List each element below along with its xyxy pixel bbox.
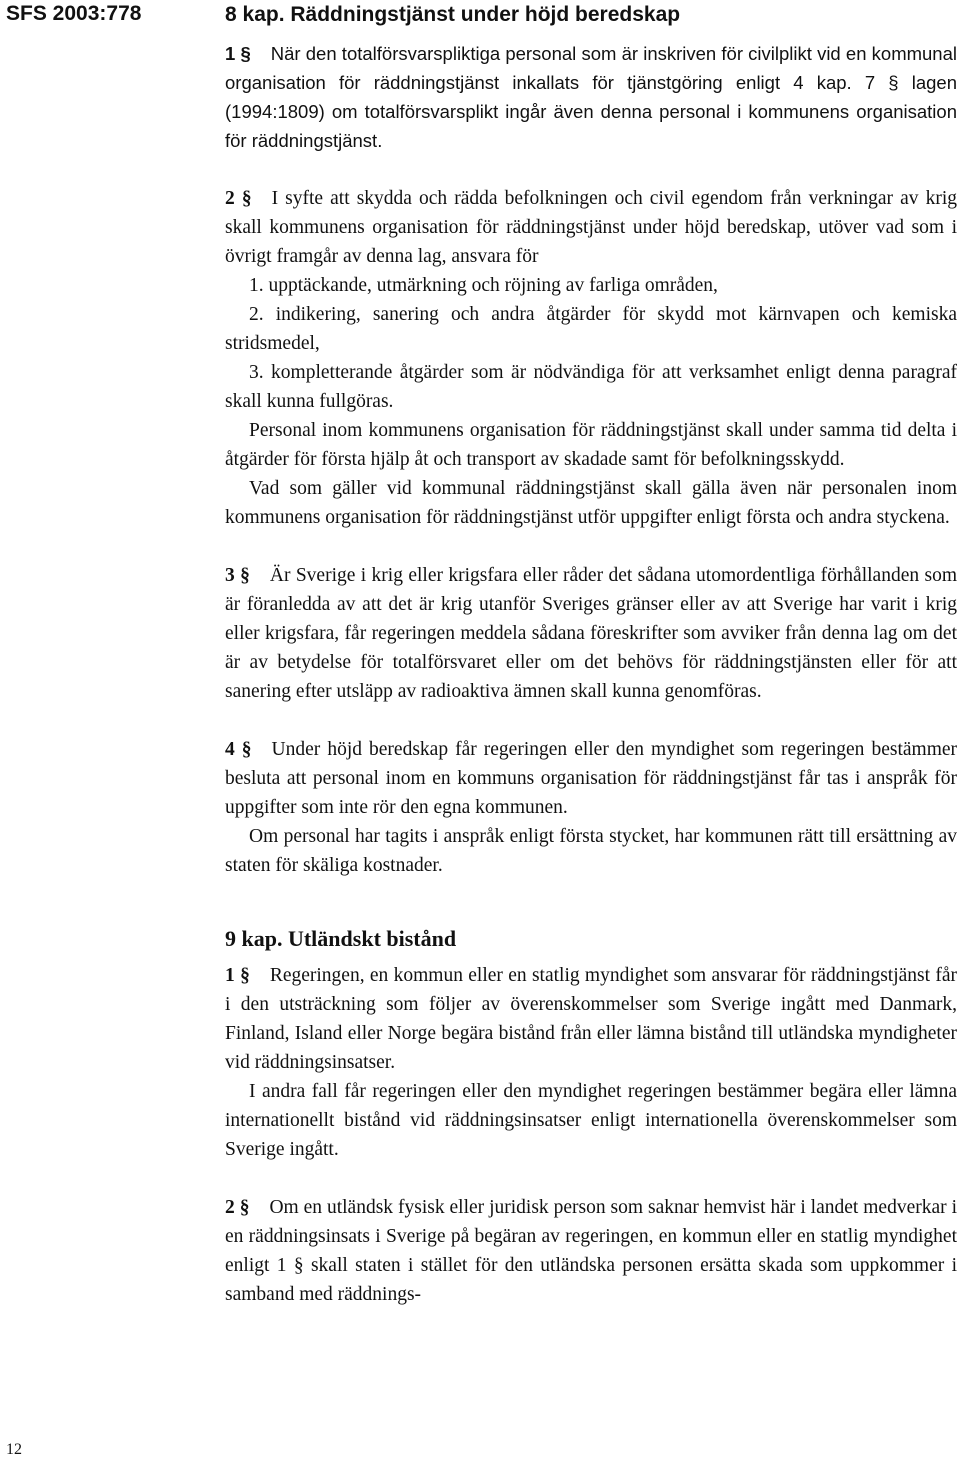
list-item-1: 1. upptäckande, utmärkning och röjning av farliga områden, xyxy=(249,275,718,296)
k8-paragraph-4 xyxy=(225,735,957,822)
paragraph-text: När den totalförsvarspliktiga personal som är inskriven för civilplikt vid en kommunal organisation för räddningstjänst inkallats för tjänstgöring enligt 4 kap. 7 § lagen (1994:1809) om totalförsvarsplikt ingår även denna personal i kommunens organisation för räddningstjänst. xyxy=(225,43,957,151)
k9-paragraph-2 xyxy=(225,1193,957,1309)
list-item-3: 3. kompletterande åtgärder som är nödvändiga för att verksamhet enligt denna paragraf skall kunna fullgöras. xyxy=(225,362,957,412)
paragraph-number: 3 § xyxy=(225,565,250,586)
paragraph-text: I syfte att skydda och rädda befolkningen och civil egendom från verkningar av krig skall kommunens organisation för räddningstjänst under höjd beredskap, utöver vad som i övrigt framgår av denna lag, ansvara för xyxy=(225,188,957,267)
chapter-8-title: 8 kap. Räddningstjänst under höjd beredskap xyxy=(225,3,681,26)
chapter-9-title: 9 kap. Utländskt bistånd xyxy=(225,926,457,951)
k8-p2-stycke-3: Vad som gäller vid kommunal räddningstjänst skall gälla även när personalen inom kommunens organisation för räddningstjänst utför uppgifter enligt första och andra styckena. xyxy=(225,478,957,528)
k8-p4-stycke-2: Om personal har tagits i anspråk enligt första stycket, har kommunen rätt till ersättning av staten för skäliga kostnader. xyxy=(225,826,957,876)
k9-paragraph-1 xyxy=(225,961,957,1077)
sfs-number: SFS 2003:778 xyxy=(6,2,142,25)
paragraph-text: Regeringen, en kommun eller en statlig myndighet som ansvarar för räddningstjänst får i den utsträckning som följer av överenskommelser som Sverige ingått med Danmark, Finland, Island eller Norge begära bistånd från eller lämna bistånd till utländska myndigheter vid räddningsinsatser. xyxy=(225,965,958,1073)
main-text xyxy=(225,0,957,1309)
paragraph-text: Under höjd beredskap får regeringen eller den myndighet som regeringen bestämmer besluta att personal inom en kommuns organisation för räddningstjänst får tas i anspråk för uppgifter som inte rör den egna kommunen. xyxy=(225,739,958,818)
k8-p2-stycke-2: Personal inom kommunens organisation för räddningstjänst skall under samma tid delta i åtgärder för första hjälp åt och transport av skadade samt för befolkningsskydd. xyxy=(225,420,957,470)
k8-paragraph-1 xyxy=(225,39,957,155)
k8-paragraph-3 xyxy=(225,561,957,706)
paragraph-number: 2 § xyxy=(225,188,252,209)
paragraph-number: 2 § xyxy=(225,1197,250,1218)
paragraph-text: Om en utländsk fysisk eller juridisk person som saknar hemvist här i landet medverkar i en räddningsinsats i Sverige på begäran av regeringen, en kommun eller en statlig myndighet enligt 1 § skall staten i stället för den utländska personen ersätta skada som uppkommer i samband med räddnings- xyxy=(225,1197,957,1305)
page-number: 12 xyxy=(6,1441,22,1458)
paragraph-number: 1 § xyxy=(225,43,251,64)
paragraph-number: 4 § xyxy=(225,739,252,760)
paragraph-text: Är Sverige i krig eller krigsfara eller råder det sådana utomordentliga förhållanden som är föranledda av att det är krig utanför Sveriges gränser eller av att Sverige har varit i krig eller krigsfara, får regeringen meddela sådana föreskrifter som avviker från denna lag om det är av betydelse för totalförsvaret eller om det behövs för räddningstjänsten eller för att sanering efter utsläpp av radioaktiva ämnen skall kunna genomföras. xyxy=(225,565,957,702)
k8-paragraph-2 xyxy=(225,184,957,271)
list-item-2: 2. indikering, sanering och andra åtgärder för skydd mot kärnvapen och kemiska stridsmedel, xyxy=(225,304,957,354)
k9-p1-stycke-2: I andra fall får regeringen eller den myndighet regeringen bestämmer begära eller lämna internationellt bistånd vid räddningsinsatser enligt internationella överenskommelser som Sverige ingått. xyxy=(225,1081,957,1160)
paragraph-number: 1 § xyxy=(225,965,250,986)
